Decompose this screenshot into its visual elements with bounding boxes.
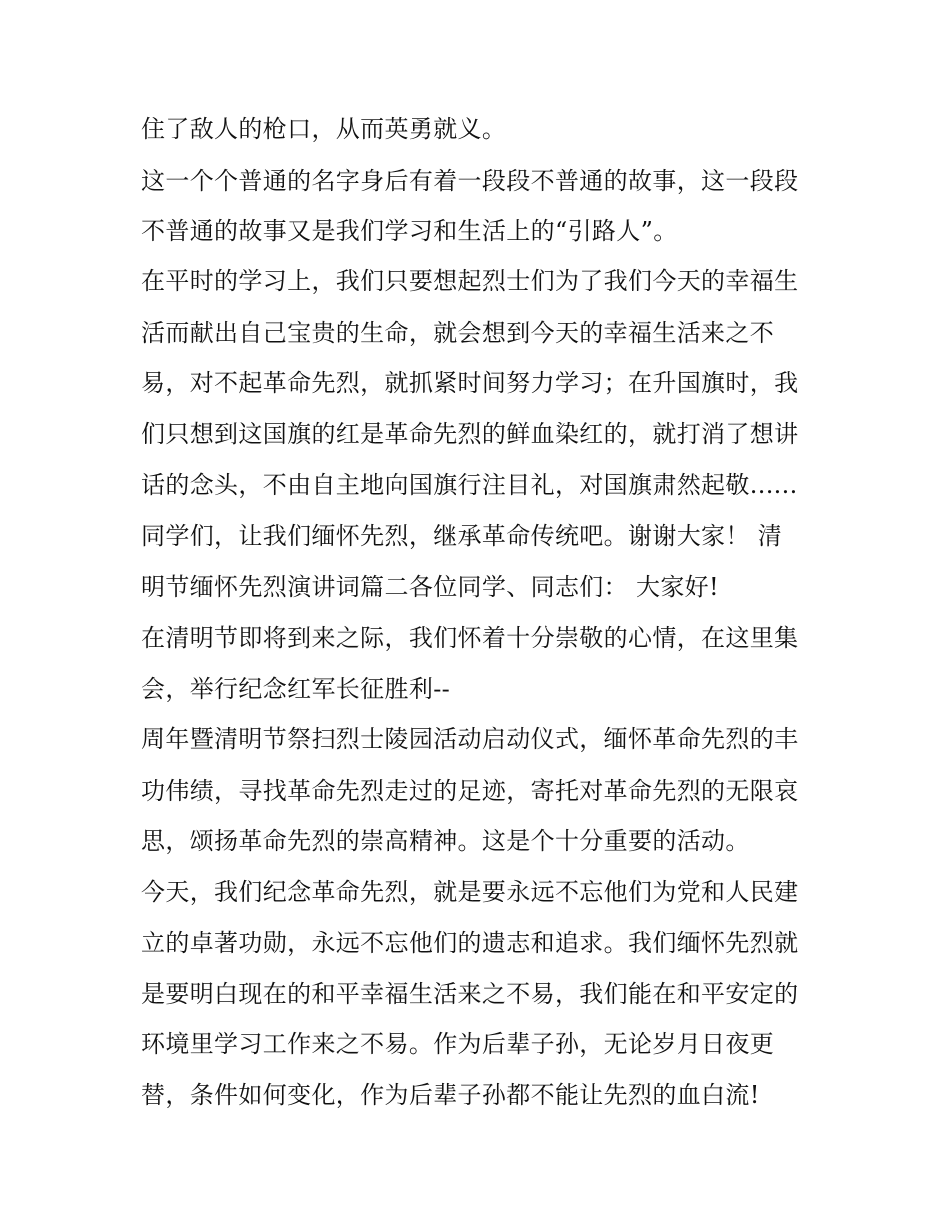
text-line: 易，对不起革命先烈，就抓紧时间努力学习；在升国旗时，我 <box>141 369 799 397</box>
text-line: 明节缅怀先烈演讲词篇二各位同学、同志们： 大家好! <box>141 573 720 601</box>
text-line: 周年暨清明节祭扫烈士陵园活动启动仪式，缅怀革命先烈的丰 <box>141 725 799 753</box>
text-line: 同学们，让我们缅怀先烈，继承革命传统吧。谢谢大家！ 清 <box>141 522 783 550</box>
text-line: 今天，我们纪念革命先烈，就是要永远不忘他们为党和人民建 <box>141 878 799 906</box>
text-line: 是要明白现在的和平幸福生活来之不易，我们能在和平安定的 <box>141 980 799 1008</box>
text-line: 话的念头，不由自主地向国旗行注目礼，对国旗肃然起敬...... <box>141 471 798 499</box>
text-line: 思，颂扬革命先烈的崇高精神。这是个十分重要的活动。 <box>141 827 750 855</box>
text-line: 活而献出自己宝贵的生命，就会想到今天的幸福生活来之不 <box>141 319 775 347</box>
text-line: 立的卓著功勋，永远不忘他们的遗志和追求。我们缅怀先烈就 <box>141 929 799 957</box>
text-line: 住了敌人的枪口，从而英勇就义。 <box>141 115 507 143</box>
text-line: 替，条件如何变化，作为后辈子孙都不能让先烈的血白流! <box>141 1081 760 1109</box>
text-line: 功伟绩，寻找革命先烈走过的足迹，寄托对革命先烈的无限哀 <box>141 777 799 805</box>
text-line: 会，举行纪念红军长征胜利-- <box>141 675 451 703</box>
text-line: 不普通的故事又是我们学习和生活上的“引路人”。 <box>141 217 678 245</box>
text-line: 在清明节即将到来之际，我们怀着十分崇敬的心情，在这里集 <box>141 624 799 652</box>
text-line: 们只想到这国旗的红是革命先烈的鲜血染红的，就打消了想讲 <box>141 420 799 448</box>
text-line: 环境里学习工作来之不易。作为后辈子孙，无论岁月日夜更 <box>141 1030 775 1058</box>
text-line: 这一个个普通的名字身后有着一段段不普通的故事，这一段段 <box>141 167 799 195</box>
text-line: 在平时的学习上，我们只要想起烈士们为了我们今天的幸福生 <box>141 267 799 295</box>
